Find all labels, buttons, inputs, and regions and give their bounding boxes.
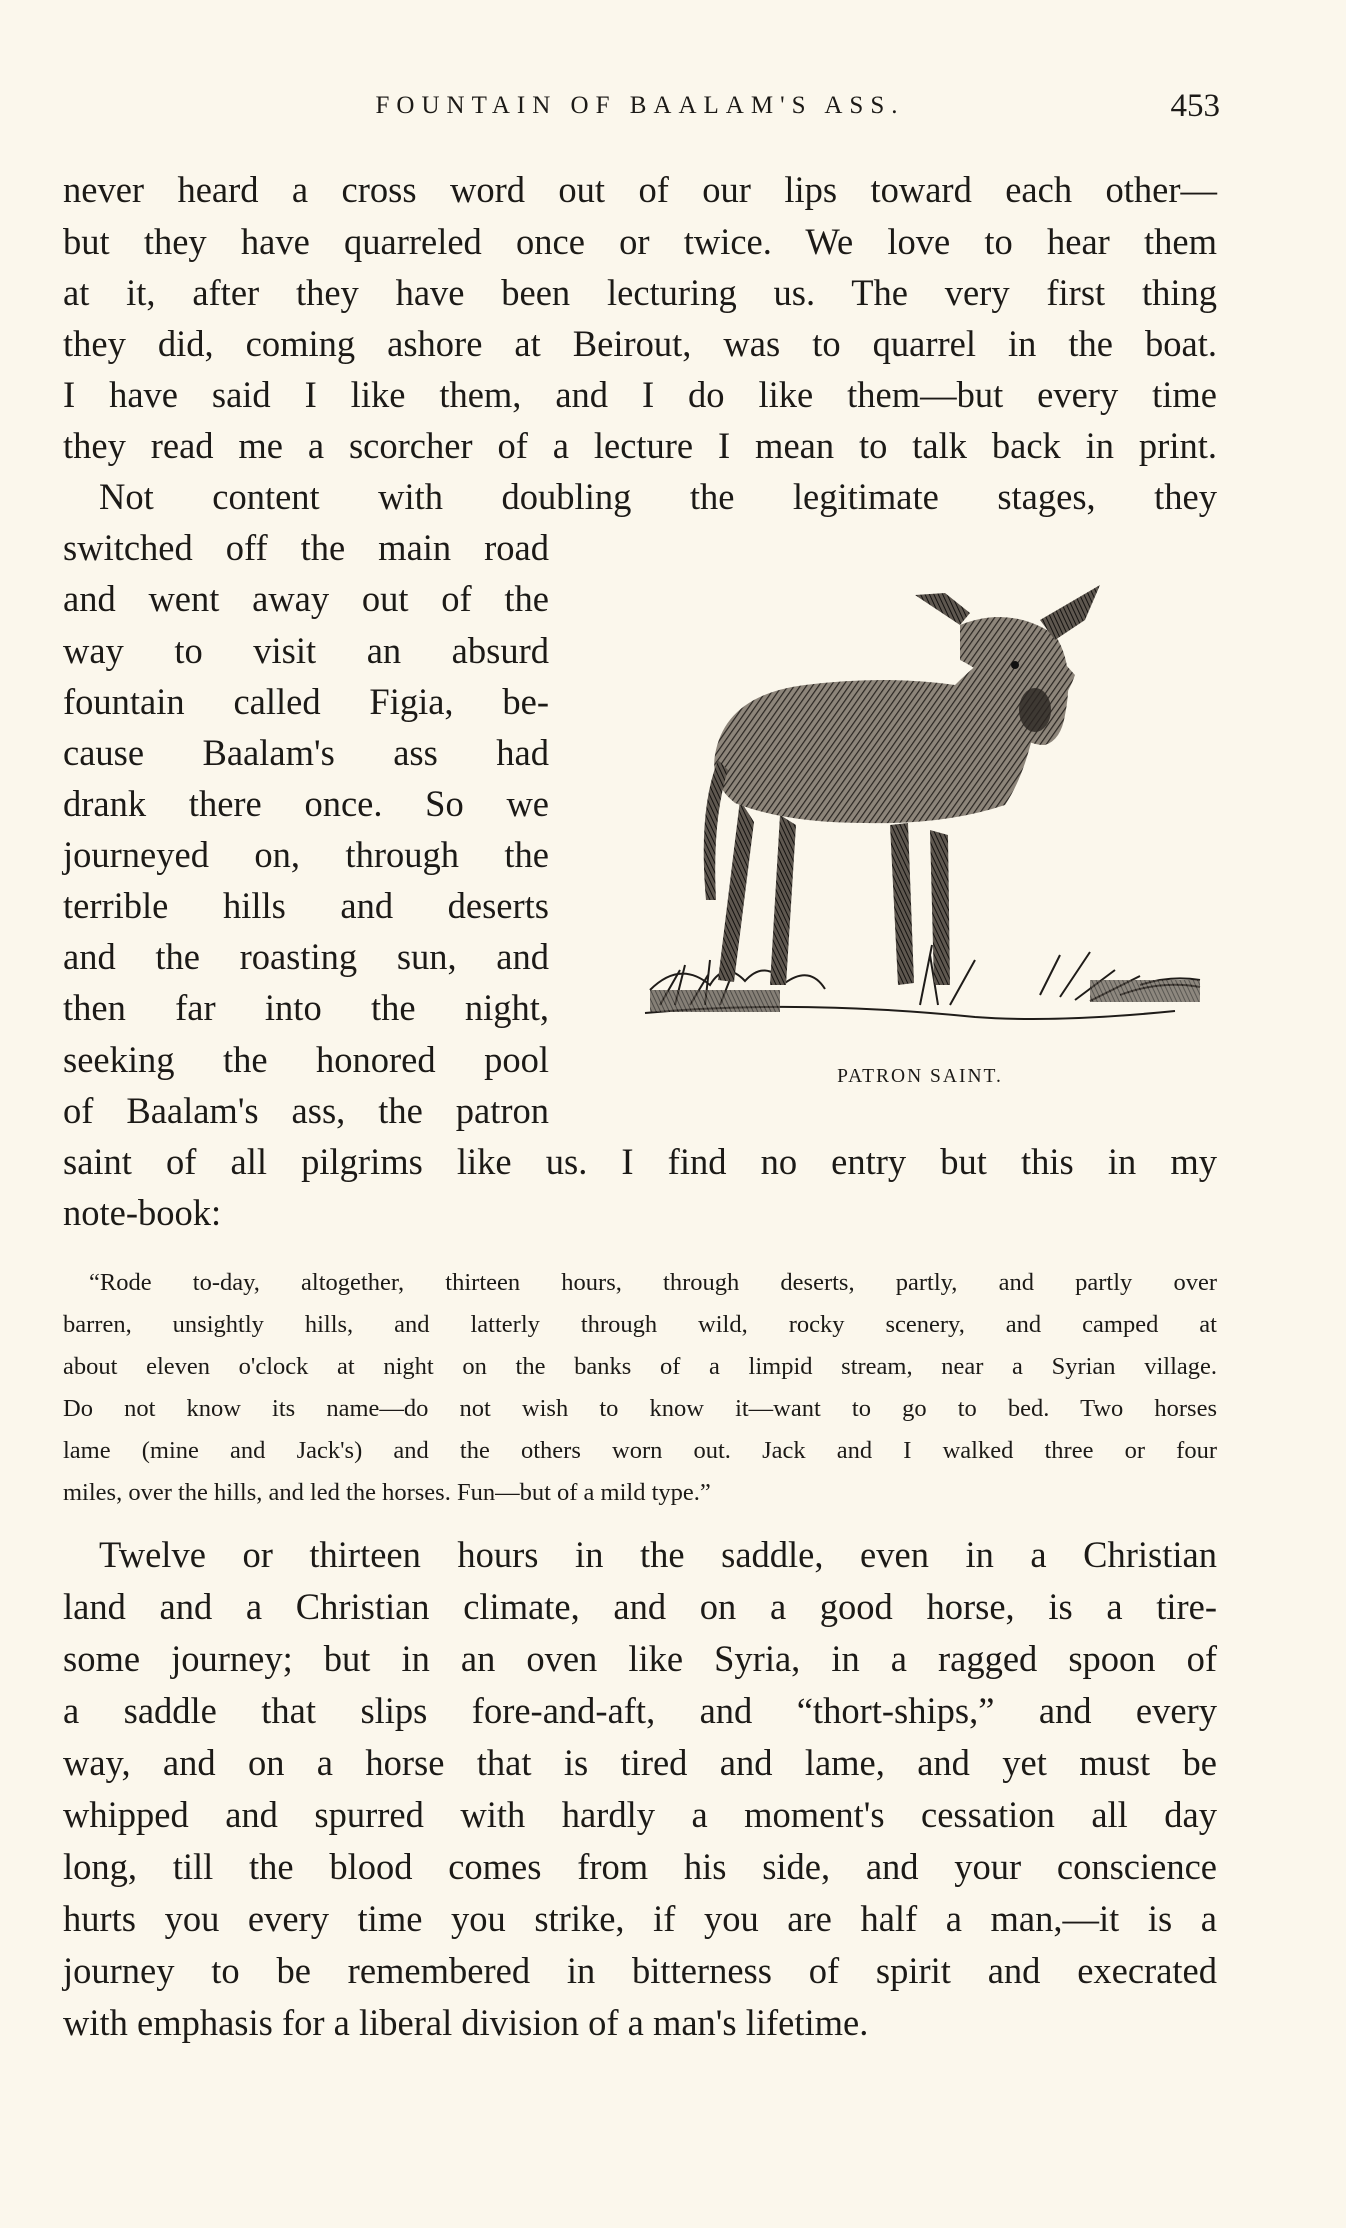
figure-caption: PATRON SAINT. [837, 1066, 1003, 1087]
body-line: long, till the blood comes from his side, and your conscience [63, 1846, 1217, 1887]
body-line: journey to be remembered in bitterness of spirit and execrated [63, 1950, 1217, 1991]
quote-line: Do not know its name—do not wish to know it—want to go to bed. Two horses [63, 1395, 1217, 1422]
body-line: whipped and spurred with hardly a moment's cessation all day [63, 1794, 1217, 1835]
running-head [60, 88, 1220, 128]
body-line: and went away out of the [63, 578, 549, 619]
body-line: a saddle that slips fore-and-aft, and “thort-ships,” and every [63, 1690, 1217, 1731]
quote-line: barren, unsightly hills, and latterly through wild, rocky scenery, and camped at [63, 1311, 1217, 1338]
body-line: hurts you every time you strike, if you are half a man,—it is a [63, 1898, 1217, 1939]
body-line: I have said I like them, and I do like them—but every time [63, 374, 1217, 415]
body-line: drank there once. So we [63, 783, 549, 824]
body-line: and the roasting sun, and [63, 936, 549, 977]
body-line: way, and on a horse that is tired and lame, and yet must be [63, 1742, 1217, 1783]
body-line: seeking the honored pool [63, 1039, 549, 1080]
body-line: with emphasis for a liberal division of a man's lifetime. [63, 2002, 869, 2043]
body-line: but they have quarreled once or twice. We love to hear them [63, 221, 1217, 262]
body-line: journeyed on, through the [63, 834, 549, 875]
body-line: Twelve or thirteen hours in the saddle, even in a Christian [99, 1534, 1217, 1575]
body-line: switched off the main road [63, 527, 549, 568]
body-line: way to visit an absurd [63, 630, 549, 671]
body-line: some journey; but in an oven like Syria, in a ragged spoon of [63, 1638, 1217, 1679]
body-line: land and a Christian climate, and on a good horse, is a tire- [63, 1586, 1217, 1627]
body-line: terrible hills and deserts [63, 885, 549, 926]
running-head-title: FOUNTAIN OF BAALAM'S ASS. [375, 92, 905, 119]
body-line: never heard a cross word out of our lips toward each other— [63, 169, 1217, 210]
body-line: saint of all pilgrims like us. I find no entry but this in my [63, 1141, 1217, 1182]
body-line: at it, after they have been lecturing us. The very first thing [63, 272, 1217, 313]
quote-line: “Rode to-day, altogether, thirteen hours, through deserts, partly, and partly over [89, 1269, 1217, 1296]
donkey-illustration [620, 585, 1220, 1065]
body-line: they read me a scorcher of a lecture I mean to talk back in print. [63, 425, 1217, 466]
body-line: then far into the night, [63, 987, 549, 1028]
quote-line: lame (mine and Jack's) and the others worn out. Jack and I walked three or four [63, 1437, 1217, 1464]
body-line: fountain called Figia, be- [63, 681, 549, 722]
body-line: Not content with doubling the legitimate stages, they [99, 476, 1217, 517]
quote-line: miles, over the hills, and led the horses. Fun—but of a mild type.” [63, 1479, 711, 1506]
body-line: cause Baalam's ass had [63, 732, 549, 773]
page-number: 453 [1170, 88, 1220, 124]
body-line: note-book: [63, 1192, 222, 1233]
body-line: they did, coming ashore at Beirout, was to quarrel in the boat. [63, 323, 1217, 364]
body-line: of Baalam's ass, the patron [63, 1090, 549, 1131]
quote-line: about eleven o'clock at night on the banks of a limpid stream, near a Syrian village. [63, 1353, 1217, 1380]
